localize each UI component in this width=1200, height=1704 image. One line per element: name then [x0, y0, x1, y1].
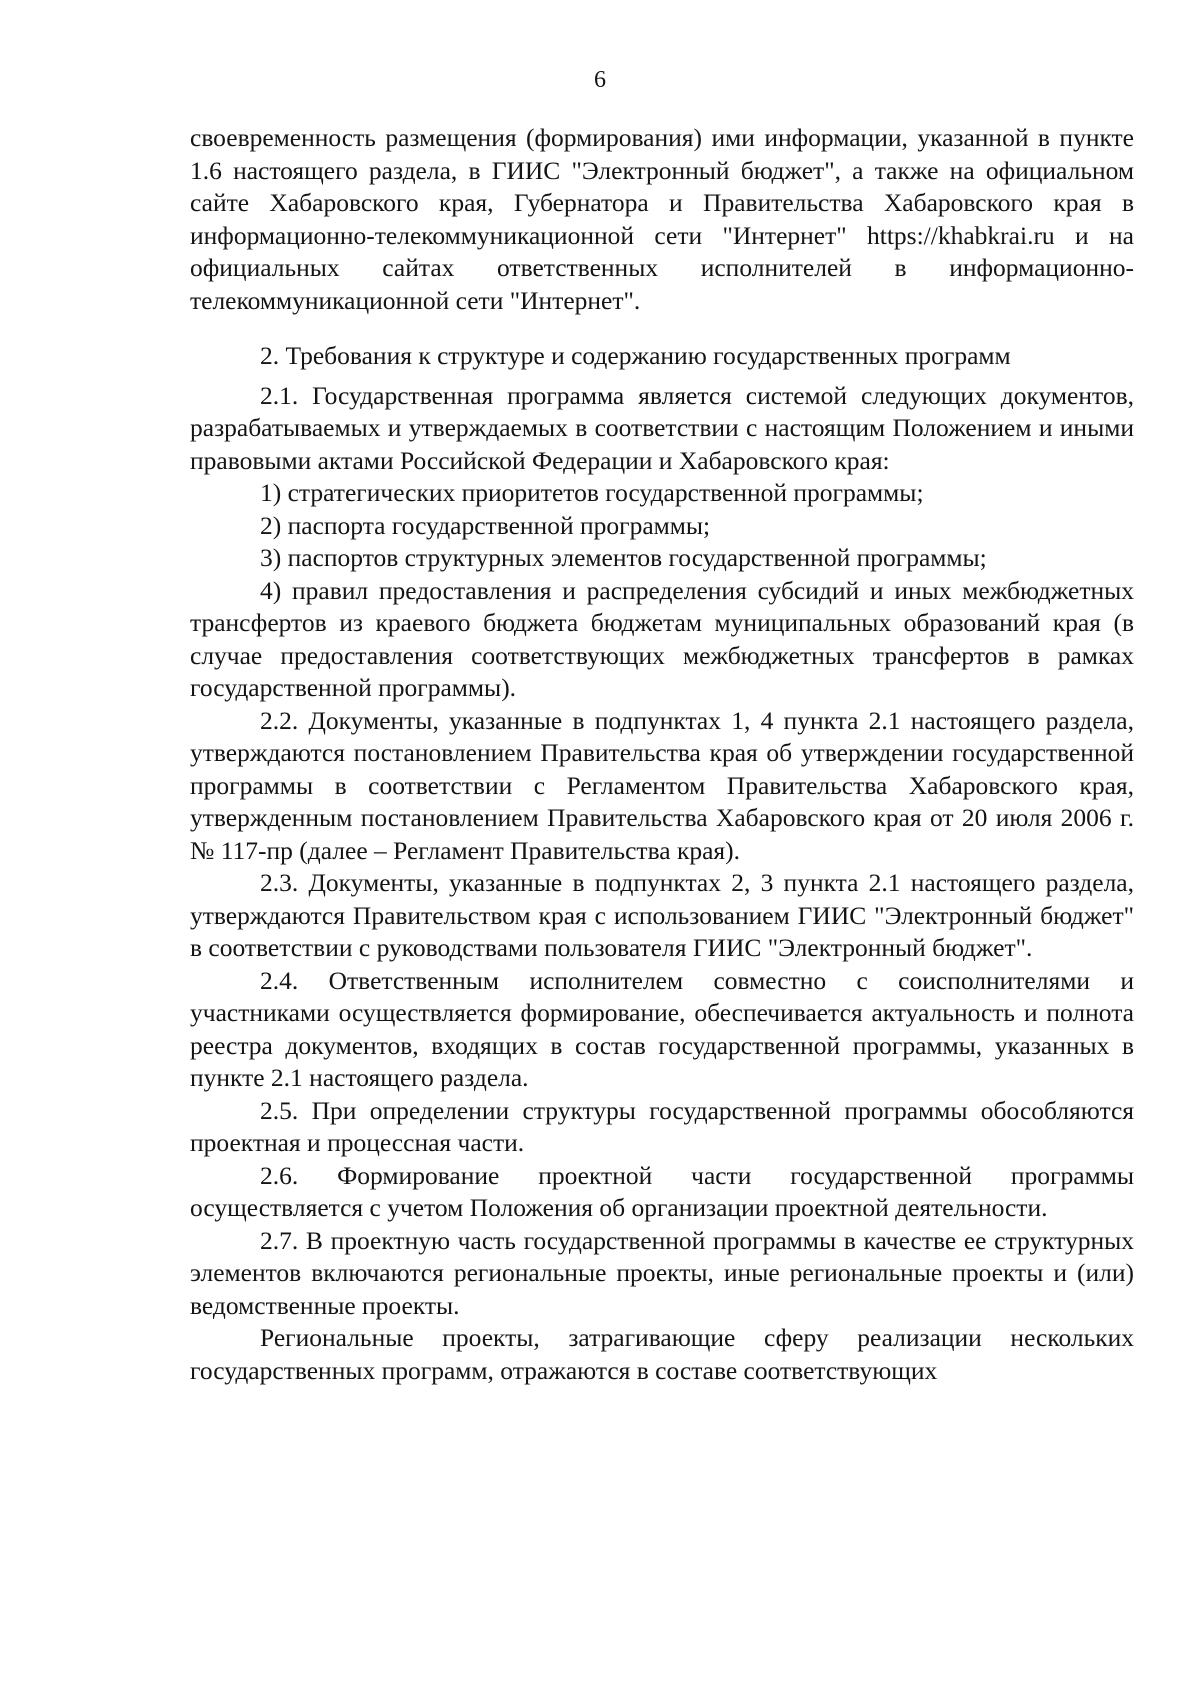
- list-item-1: 1) стратегических приоритетов государственной программы;: [260, 478, 924, 507]
- paragraph-2-2: 2.2. Документы, указанные в подпунктах 1, 4 пункта 2.1 настоящего раздела, утверждаются постановлением Правительства края об утверждении государственной программы в соответствии с Регламентом Правительства Хабаровского края, утвержденным постановлением Правительства Хабаровского края от 20 июля 2006 г. № 117-пр (далее – Регламент Правительства края).: [190, 705, 1134, 865]
- paragraph-2-5: 2.5. При определении структуры государственной программы обособляются проектная и процессная части.: [190, 1095, 1134, 1157]
- section-2-block: [190, 340, 1134, 1387]
- list-item-3: 3) паспортов структурных элементов государственной программы;: [260, 543, 987, 572]
- continued-text-block: [190, 122, 1134, 317]
- list-item-2: 2) паспорта государственной программы;: [260, 510, 711, 540]
- paragraph-2-7: 2.7. В проектную часть государственной программы в качестве ее структурных элементов включаются региональные проекты, иные региональные проекты и (или) ведомственные проекты.: [190, 1225, 1134, 1320]
- paragraph-continuation: своевременность размещения (формирования) ими информации, указанной в пункте 1.6 настоящего раздела, в ГИИС "Электронный бюджет", а также на официальном сайте Хабаровского края, Губернатора и Правительства Хабаровского края в информационно-телекоммуникационной сети "Интернет" https://khabkrai.ru и на официальных сайтах ответственных исполнителей в информационно-телекоммуникационной сети "Интернет".: [190, 123, 1134, 315]
- section-heading: 2. Требования к структуре и содержанию государственных программ: [260, 341, 1011, 370]
- paragraph-regional-projects: Региональные проекты, затрагивающие сферу реализации нескольких государственных программ, отражаются в составе соответствующих: [190, 1323, 1134, 1385]
- page-number: 6: [594, 67, 606, 93]
- paragraph-2-3: 2.3. Документы, указанные в подпунктах 2, 3 пункта 2.1 настоящего раздела, утверждаются Правительством края с использованием ГИИС "Электронный бюджет" в соответствии с руководствами пользователя ГИИС "Электронный бюджет".: [190, 868, 1134, 962]
- paragraph-2-4: 2.4. Ответственным исполнителем совместно с соисполнителями и участниками осуществляется формирование, обеспечивается актуальность и полнота реестра документов, входящих в состав государственной программы, указанных в пункте 2.1 настоящего раздела.: [190, 965, 1134, 1092]
- paragraph-2-1: 2.1. Государственная программа является системой следующих документов, разрабатываемых и утверждаемых в соответствии с настоящим Положением и иными правовыми актами Российской Федерации и Хабаровского края:: [190, 380, 1134, 475]
- paragraph-2-6: 2.6. Формирование проектной части государственной программы осуществляется с учетом Положения об организации проектной деятельности.: [190, 1160, 1134, 1222]
- list-item-4: 4) правил предоставления и распределения субсидий и иных межбюджетных трансфертов из краевого бюджета бюджетам муниципальных образований края (в случае предоставления соответствующих межбюджетных трансфертов в рамках государственной программы).: [190, 575, 1134, 702]
